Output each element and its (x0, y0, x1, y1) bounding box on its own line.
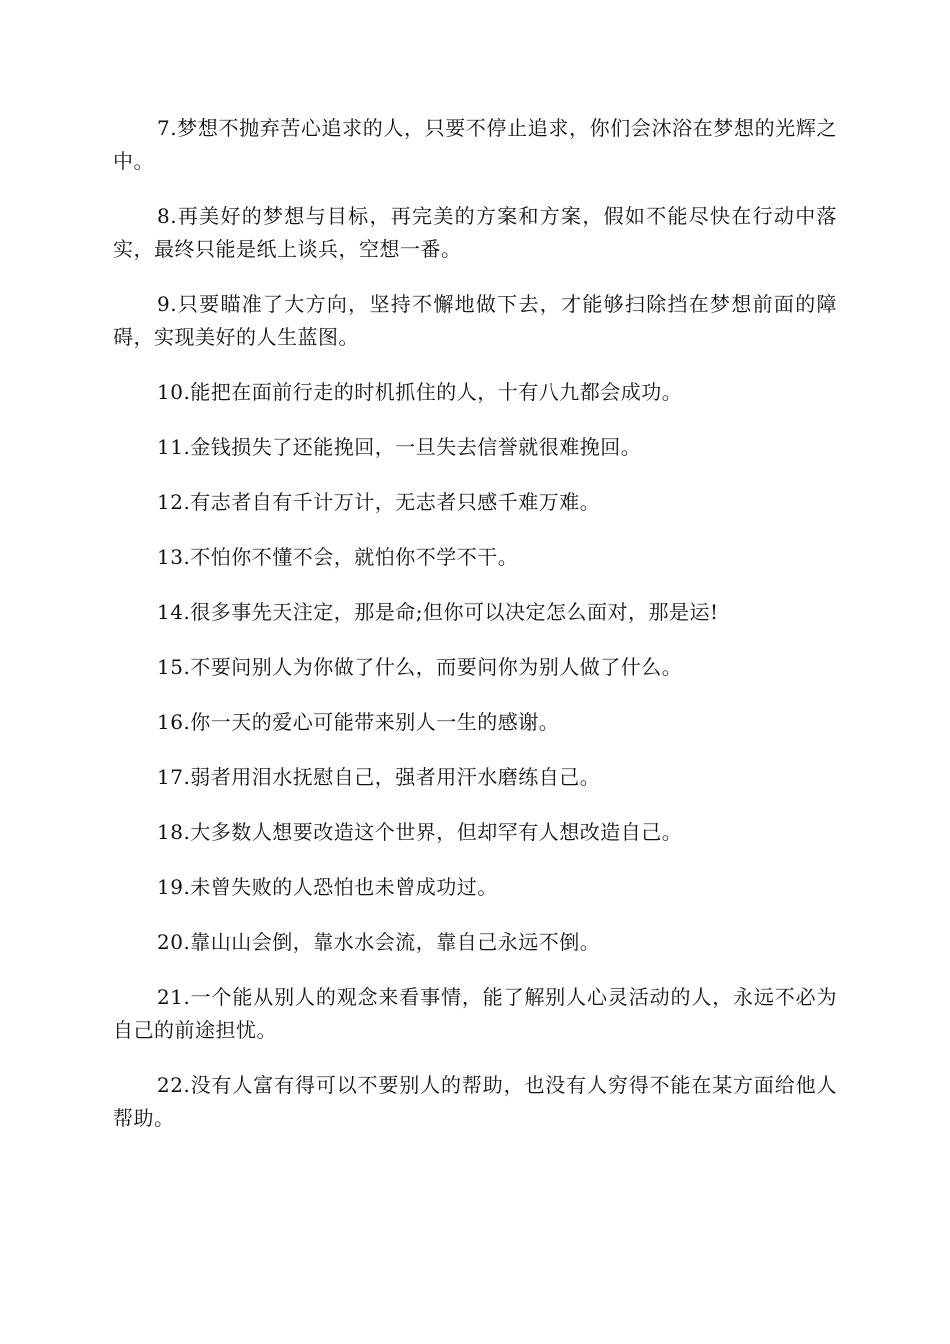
paragraph-8: 8.再美好的梦想与目标，再完美的方案和方案，假如不能尽快在行动中落实，最终只能是纸上谈兵，空想一番。 (113, 204, 837, 261)
document-body (113, 112, 837, 1157)
paragraph-18: 18.大多数人想要改造这个世界，但却罕有人想改造自己。 (157, 820, 683, 844)
paragraph-12: 12.有志者自有千计万计，无志者只感千难万难。 (157, 490, 601, 514)
paragraph-9: 9.只要瞄准了大方向，坚持不懈地做下去，才能够扫除挡在梦想前面的障碍，实现美好的人生蓝图。 (113, 292, 837, 349)
paragraph-21: 21.一个能从别人的观念来看事情，能了解别人心灵活动的人，永远不必为自己的前途担忧。 (113, 985, 837, 1042)
paragraph-11: 11.金钱损失了还能挽回，一旦失去信誉就很难挽回。 (157, 435, 642, 459)
paragraph-7: 7.梦想不抛弃苦心追求的人，只要不停止追求，你们会沐浴在梦想的光辉之中。 (113, 116, 837, 173)
paragraph-17: 17.弱者用泪水抚慰自己，强者用汗水磨练自己。 (157, 765, 601, 789)
paragraph-13: 13.不怕你不懂不会，就怕你不学不干。 (157, 545, 519, 569)
paragraph-20: 20.靠山山会倒，靠水水会流，靠自己永远不倒。 (157, 930, 601, 954)
paragraph-19: 19.未曾失败的人恐怕也未曾成功过。 (157, 875, 498, 899)
paragraph-22: 22.没有人富有得可以不要别人的帮助，也没有人穷得不能在某方面给他人帮助。 (113, 1073, 837, 1130)
paragraph-16: 16.你一天的爱心可能带来别人一生的感谢。 (157, 710, 560, 734)
paragraph-10: 10.能把在面前行走的时机抓住的人，十有八九都会成功。 (157, 380, 683, 404)
paragraph-14: 14.很多事先天注定，那是命;但你可以决定怎么面对，那是运! (157, 600, 719, 624)
paragraph-15: 15.不要问别人为你做了什么，而要问你为别人做了什么。 (157, 655, 683, 679)
